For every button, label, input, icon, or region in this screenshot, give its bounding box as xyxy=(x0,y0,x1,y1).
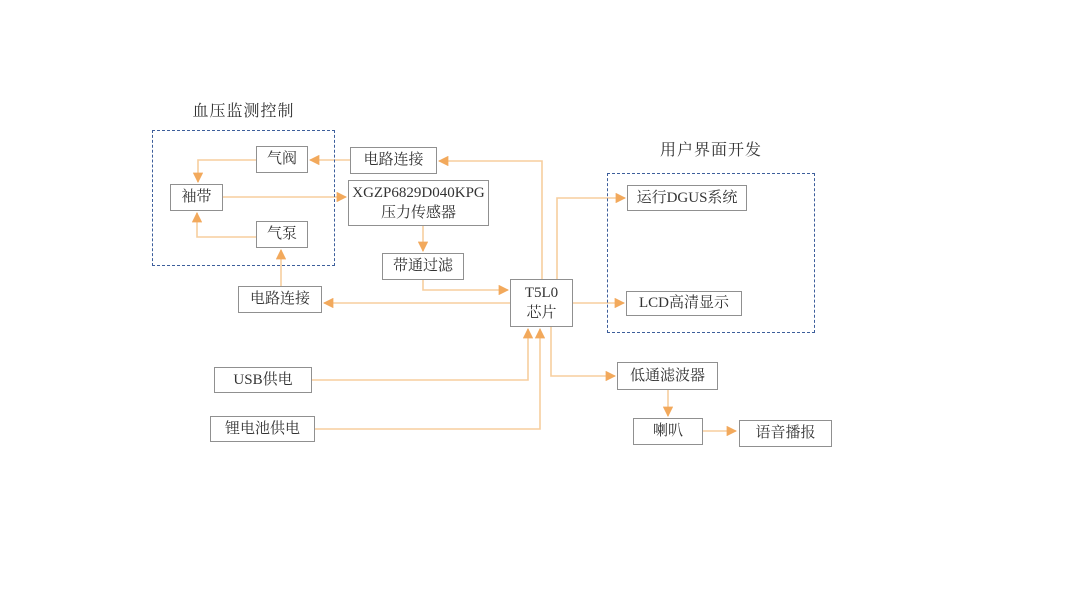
pressure-sensor-model-label: XGZP6829D040KPG xyxy=(352,184,485,201)
cuff-label: 袖带 xyxy=(181,189,212,206)
connector-bandpass-filter-to-chip xyxy=(423,280,508,290)
bandpass-filter-label: 带通过滤 xyxy=(392,258,453,275)
node-battery-power xyxy=(210,416,315,442)
circuit-connection-top-label: 电路连接 xyxy=(363,152,424,169)
connector-chip-to-lowpass-filter xyxy=(551,327,615,376)
node-bandpass-filter xyxy=(382,253,464,280)
node-pressure-sensor xyxy=(348,180,489,226)
node-lcd-display xyxy=(626,291,742,316)
ui-dev-group-title: 用户界面开发 xyxy=(659,142,762,159)
voice-broadcast-label: 语音播报 xyxy=(755,425,816,442)
t5l0-chip-model-label: T5L0 xyxy=(524,284,559,301)
node-dgus-system xyxy=(627,185,747,211)
node-voice-broadcast xyxy=(739,420,832,447)
node-cuff xyxy=(170,184,223,211)
air-valve-label: 气阀 xyxy=(266,151,297,168)
node-lowpass-filter xyxy=(617,362,718,390)
circuit-connection-bottom-label: 电路连接 xyxy=(249,291,310,308)
usb-power-label: USB供电 xyxy=(233,371,293,388)
node-usb-power xyxy=(214,367,312,393)
lowpass-filter-label: 低通滤波器 xyxy=(629,367,705,384)
dgus-system-label: 运行DGUS系统 xyxy=(636,189,738,206)
node-circuit-connection-bottom xyxy=(238,286,322,313)
bp-control-group-title: 血压监测控制 xyxy=(192,103,295,120)
speaker-label: 喇叭 xyxy=(652,423,683,440)
connector-usb-power-to-chip xyxy=(312,329,528,380)
connector-battery-power-to-chip xyxy=(315,329,540,429)
battery-power-label: 锂电池供电 xyxy=(224,420,300,437)
node-speaker xyxy=(633,418,703,445)
air-pump-label: 气泵 xyxy=(266,226,297,243)
node-circuit-connection-top xyxy=(350,147,437,174)
node-air-pump xyxy=(256,221,308,248)
lcd-display-label: LCD高清显示 xyxy=(638,295,729,312)
node-air-valve xyxy=(256,146,308,173)
pressure-sensor-label: 压力传感器 xyxy=(380,205,456,221)
t5l0-chip-label: 芯片 xyxy=(526,305,557,321)
node-t5l0-chip xyxy=(510,279,573,327)
